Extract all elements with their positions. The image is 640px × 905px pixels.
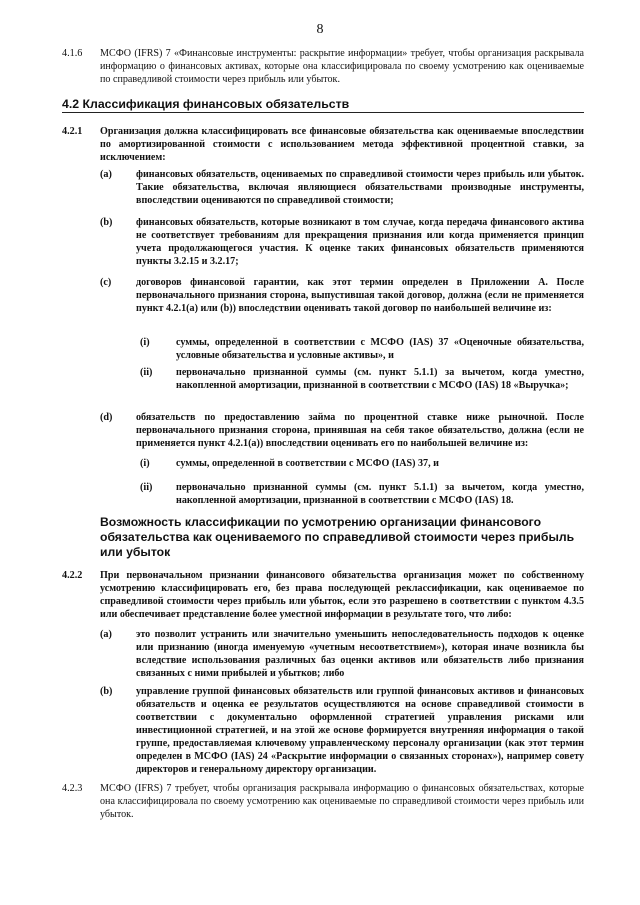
item-label: (а) xyxy=(100,169,112,180)
subitem-text: первоначально признанной суммы (см. пункт 5.1.1) за вычетом, когда уместно, накопленной амортизации, признанной в соответствии с МСФО (IAS) 18 «Выручка»; xyxy=(176,367,584,391)
subitem-label: (i) xyxy=(140,458,150,469)
paragraph-number: 4.2.2 xyxy=(62,570,83,581)
paragraph-text: МСФО (IFRS) 7 требует, чтобы организация раскрывала информацию о финансовых обязательствах, которые она классифицировала по своему усмотрению как оцениваемые по справедливой стоимости через прибыль или убыток. xyxy=(100,783,584,820)
item-label: (с) xyxy=(100,277,112,288)
item-text: финансовых обязательств, которые возникают в том случае, когда передача финансового актива не соответствует требованиям для прекращения признания или когда применяется принцип учета продолжающегося участия. К оценке таких финансовых обязательств применяются пункты 3.2.15 и 3.2.17; xyxy=(136,217,584,267)
subsection-title: Возможность классификации по усмотрению организации финансового обязательства как оцениваемого по справедливой стоимости через прибыль или убыток xyxy=(100,515,575,559)
page-number: 8 xyxy=(316,22,324,37)
section-title: 4.2 Классификация финансовых обязательств xyxy=(62,97,350,111)
subitem-text: суммы, определенной в соответствии с МСФО (IAS) 37 «Оценочные обязательства, условные обязательства и условные активы», и xyxy=(176,337,584,361)
item-text: управление группой финансовых обязательств или группой финансовых активов и финансовых обязательств и оценка ее результатов осуществляются на основе справедливой стоимости в соответствии с документально оформленной стратегией управления рисками или инвестиционной стратегией, и на этой же основе формируется внутренняя информация о такой группе, предоставляемая ключевому управленческому персоналу организации (как этот термин определен в МСФО (IAS) 24 «Раскрытие информации о связанных сторонах»), например совету директоров и генеральному директору организации. xyxy=(136,686,584,775)
item-text: обязательств по предоставлению займа по процентной ставке ниже рыночной. После первоначального признания сторона, принявшая на себя такое обязательство, должна (если не применяется пункт 4.2.1(а)) впоследствии оценивать его по наибольшей величине из: xyxy=(136,412,584,449)
paragraph-number: 4.2.3 xyxy=(62,783,83,794)
subitem-label: (i) xyxy=(140,337,150,348)
paragraph-text: Организация должна классифицировать все финансовые обязательства как оцениваемые впоследствии по амортизированной стоимости с использованием метода эффективной процентной ставки, за исключением: xyxy=(100,126,584,163)
item-label: (b) xyxy=(100,217,113,228)
item-text: это позволит устранить или значительно уменьшить непоследовательность подходов к оценке или признанию (иногда именуемую «учетным несоответствием»), которая иначе возникла бы вследствие использования различных баз оценки активов или обязательств либо признания связанных с ними прибылей и убытков; либо xyxy=(136,629,584,679)
item-label: (b) xyxy=(100,686,113,697)
subitem-text: первоначально признанной суммы (см. пункт 5.1.1) за вычетом, когда уместно, накопленной амортизации, признанной в соответствии с МСФО (IAS) 18. xyxy=(176,482,584,506)
paragraph-text: При первоначальном признании финансового обязательства организация может по собственному усмотрению классифицировать его, без права последующей реклассификации, как оцениваемое по справедливой стоимости через прибыль или убыток, если это разрешено в соответствии с пунктом 4.3.5 или обеспечивает представление более уместной информации в результате того, что либо: xyxy=(100,570,584,620)
item-label: (а) xyxy=(100,629,112,640)
subitem-label: (ii) xyxy=(140,482,153,493)
section-underline xyxy=(62,112,584,113)
subitem-text: суммы, определенной в соответствии с МСФО (IAS) 37, и xyxy=(176,458,439,469)
paragraph-number: 4.2.1 xyxy=(62,126,83,137)
paragraph-number: 4.1.6 xyxy=(62,48,83,59)
item-text: договоров финансовой гарантии, как этот термин определен в Приложении А. После первоначального признания сторона, выпустившая такой договор, должна (если не применяется пункт 4.2.1(а) или (b)) впоследствии оценивать такой договор по наибольшей величине из: xyxy=(136,277,584,314)
item-label: (d) xyxy=(100,412,113,423)
subitem-label: (ii) xyxy=(140,367,153,378)
item-text: финансовых обязательств, оцениваемых по справедливой стоимости через прибыль или убыток. Такие обязательства, включая являющиеся обязательствами производные инструменты, впоследствии оцениваются по справедливой стоимости; xyxy=(136,169,584,206)
paragraph-text: МСФО (IFRS) 7 «Финансовые инструменты: раскрытие информации» требует, чтобы организация раскрывала информацию о финансовых активах, которые она классифицировала по своему усмотрению как оцениваемые по справедливой стоимости через прибыль или убыток. xyxy=(100,48,584,85)
